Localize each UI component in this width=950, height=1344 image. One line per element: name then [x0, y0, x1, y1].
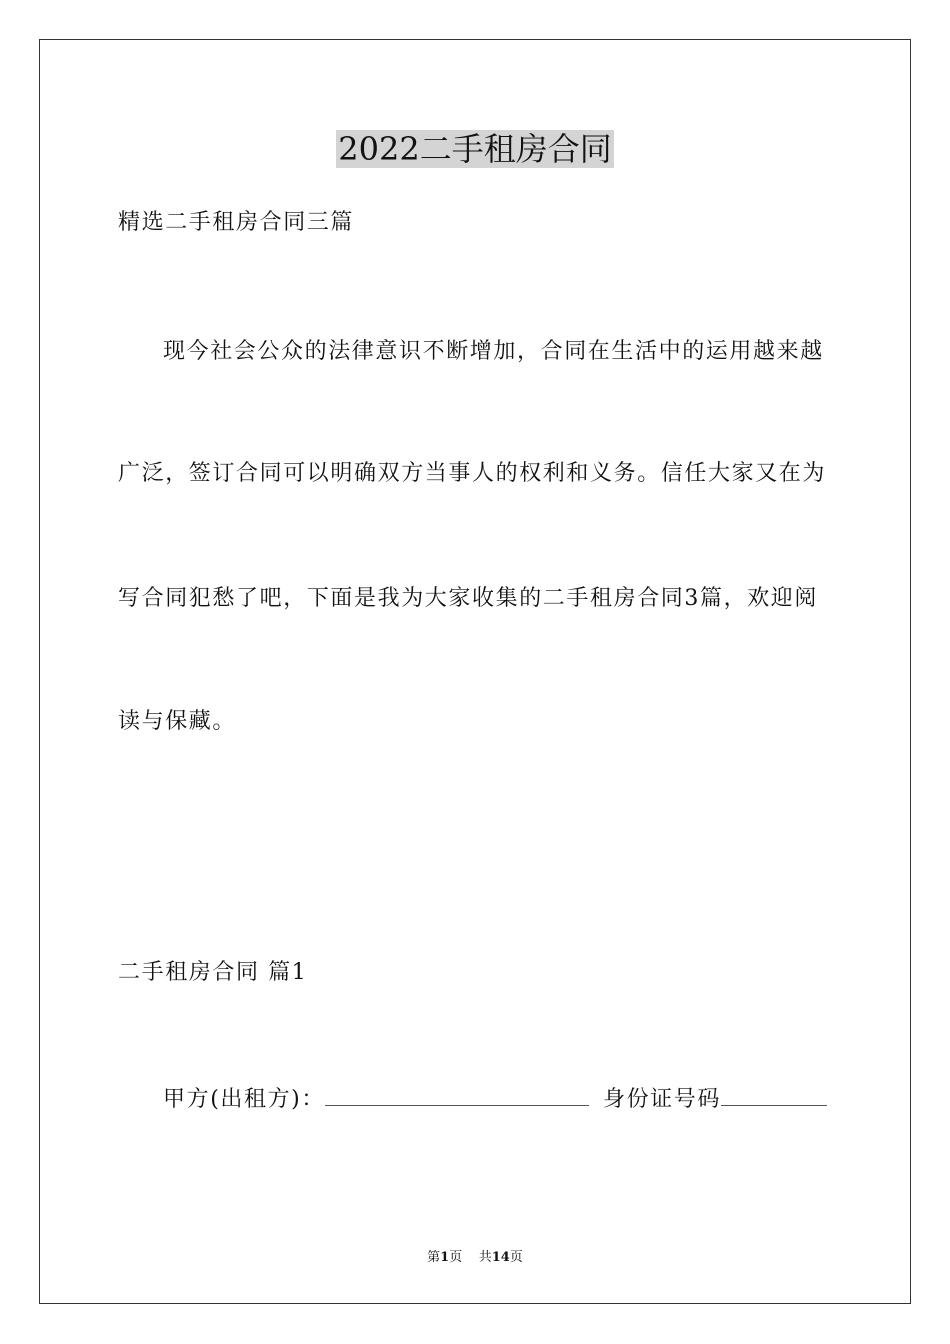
intro-line-2: 广泛，签订合同可以明确双方当事人的权利和义务。信任大家又在为: [118, 461, 827, 486]
intro-line-1: 现今社会公众的法律意识不断增加，合同在生活中的运用越来越: [163, 339, 824, 364]
party-a-label: 甲方(出租方)：: [163, 1087, 325, 1112]
id-number-blank: [721, 1081, 827, 1106]
page-prefix: 第: [427, 1250, 441, 1265]
total-suffix: 页: [509, 1250, 523, 1265]
page-suffix: 页: [449, 1250, 463, 1265]
document-subtitle: 精选二手租房合同三篇: [118, 210, 355, 235]
id-number-label: 身份证号码: [602, 1087, 721, 1112]
total-prefix: 共: [478, 1250, 492, 1265]
party-a-blank: [325, 1081, 589, 1106]
intro-line-4: 读与保藏。: [118, 709, 237, 734]
page-total: 14: [491, 1250, 510, 1265]
document-title: [0, 127, 950, 171]
section-heading: 二手租房合同 篇1: [118, 960, 308, 985]
party-a-row: [163, 1081, 835, 1115]
document-title-text: 2022二手租房合同: [338, 130, 612, 168]
page-current: 1: [440, 1250, 450, 1265]
intro-line-3: 写合同犯愁了吧，下面是我为大家收集的二手租房合同3篇，欢迎阅: [118, 586, 818, 611]
page-footer: [0, 1249, 950, 1267]
